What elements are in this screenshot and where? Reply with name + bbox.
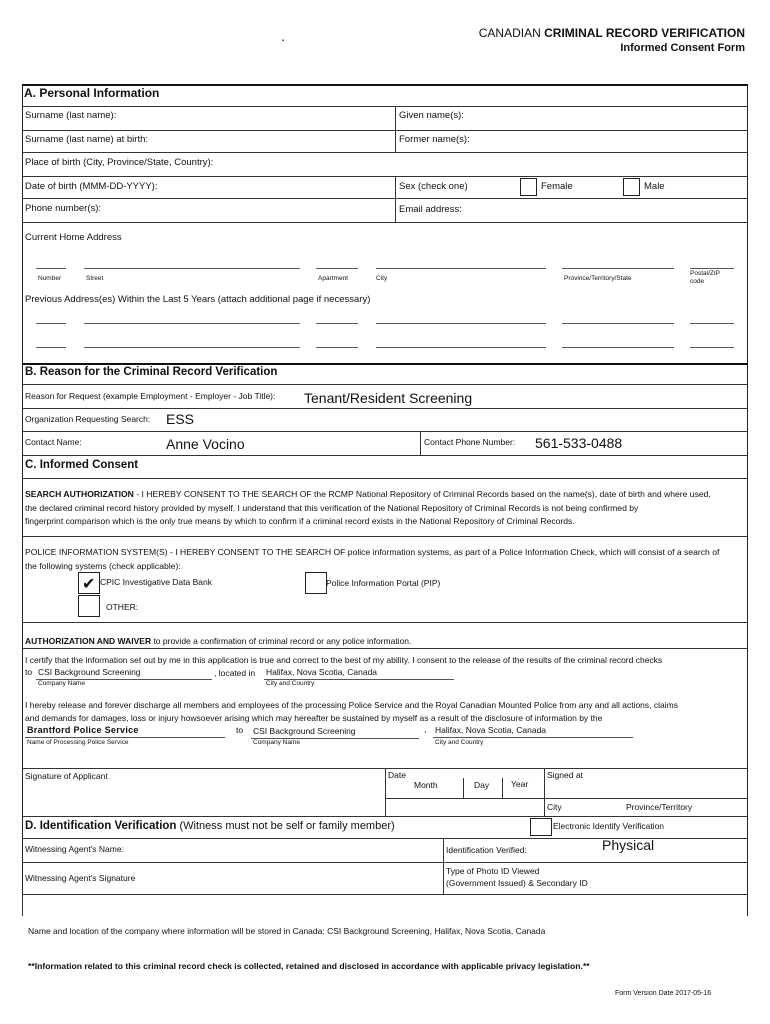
city-country-caption: City and Country	[266, 680, 315, 687]
addr-apartment-caption: Apartment	[318, 275, 348, 282]
contact-phone-label: Contact Phone Number:	[424, 437, 516, 447]
addr-apartment-line[interactable]	[316, 268, 358, 269]
female-label: Female	[541, 181, 573, 192]
male-checkbox[interactable]	[623, 178, 640, 196]
reason-value[interactable]: Tenant/Resident Screening	[304, 390, 473, 406]
organization-label: Organization Requesting Search:	[25, 414, 151, 424]
processing-police-caption: Name of Processing Police Service	[27, 739, 129, 746]
form-version: Form Version Date 2017-05-16	[615, 990, 712, 997]
frame-right	[747, 84, 748, 916]
addr-province-line[interactable]	[562, 268, 674, 269]
prev2-apartment-line[interactable]	[316, 347, 358, 348]
addr-city-caption: City	[376, 275, 388, 282]
addr-province-caption: Province/Territory/State	[564, 275, 632, 282]
prev1-city-line[interactable]	[376, 323, 546, 324]
given-name-label: Given name(s):	[399, 110, 464, 121]
prev1-province-line[interactable]	[562, 323, 674, 324]
signature-label: Signature of Applicant	[25, 771, 108, 781]
comma: ,	[424, 724, 427, 734]
company-name-caption-2: Company Name	[253, 739, 300, 746]
section-c-heading: C. Informed Consent	[25, 459, 139, 471]
email-label: Email address:	[399, 204, 462, 215]
signed-at-label: Signed at	[547, 770, 583, 780]
phone-field[interactable]	[22, 198, 394, 222]
surname-birth-label: Surname (last name) at birth:	[25, 134, 149, 145]
prev2-number-line[interactable]	[36, 347, 66, 348]
former-name-label: Former name(s):	[399, 134, 470, 145]
province-label: Province/Territory	[626, 802, 693, 812]
contact-phone-value[interactable]: 561-533-0488	[535, 435, 623, 451]
electronic-verification-label: Electronic Identify Verification	[553, 821, 665, 831]
addr-number-line[interactable]	[36, 268, 66, 269]
sex-label: Sex (check one)	[399, 181, 468, 192]
contact-name-label: Contact Name:	[25, 437, 82, 447]
pip-checkbox[interactable]	[305, 572, 327, 594]
previous-address-label: Previous Address(es) Within the Last 5 Years (attach additional page if necessary)	[25, 294, 371, 305]
pip-label: Police Information Portal (PIP)	[326, 578, 441, 588]
former-name-field[interactable]	[396, 130, 746, 152]
prev2-street-line[interactable]	[84, 347, 300, 348]
addr-postal-caption: Postal/ZIP code	[690, 270, 720, 285]
company-name-caption: Company Name	[38, 680, 85, 687]
check-icon: ✔	[82, 576, 96, 593]
surname-label: Surname (last name):	[25, 110, 117, 121]
dob-label: Date of birth (MMM-DD-YYYY):	[25, 181, 158, 192]
prev2-postal-line[interactable]	[690, 347, 734, 348]
release-text-2: and demands for damages, loss or injury howsoever arising which may hereafter be sustained by myself as a result of the disclosure of information by the	[25, 713, 603, 723]
section-b-heading: B. Reason for the Criminal Record Verification	[25, 366, 278, 378]
header-dot: .	[281, 28, 285, 44]
place-of-birth-field[interactable]	[22, 152, 746, 176]
addr-city-line[interactable]	[376, 268, 546, 269]
prev2-province-line[interactable]	[562, 347, 674, 348]
city-label: City	[547, 802, 562, 812]
female-checkbox[interactable]	[520, 178, 537, 196]
photo-id-label-1: Type of Photo ID Viewed	[446, 866, 540, 876]
reason-label: Reason for Request (example Employment - Employer - Job Title):	[25, 391, 276, 401]
company-name-value-2[interactable]: CSI Background Screening	[253, 726, 356, 736]
prev1-street-line[interactable]	[84, 323, 300, 324]
form-subtitle: Informed Consent Form	[620, 42, 745, 54]
email-field[interactable]	[396, 198, 746, 222]
organization-value[interactable]: ESS	[166, 411, 195, 427]
prev2-city-line[interactable]	[376, 347, 546, 348]
month-label: Month	[414, 780, 438, 790]
search-authorization: SEARCH AUTHORIZATION - I HEREBY CONSENT TO THE SEARCH OF the RCMP National Repository of Criminal Records based on the name(s), date of birth and where used, the declared criminal record history provided by myself. I understand that this verification of the National Repository of Criminal Records is not being confirmed by fingerprint comparison which is the only true means by which to confirm if a criminal record exists in the National Repository of Criminal Records.	[25, 489, 711, 526]
year-label: Year	[511, 779, 529, 789]
addr-street-caption: Street	[86, 275, 104, 282]
city-country-value[interactable]: Halifax, Nova Scotia, Canada	[266, 667, 378, 677]
given-name-field[interactable]	[396, 106, 746, 130]
surname-field[interactable]	[22, 106, 394, 130]
city-country-caption-2: City and Country	[435, 739, 484, 746]
to-label: to	[236, 725, 244, 735]
witness-name-field[interactable]	[22, 838, 442, 862]
authorization-waiver: AUTHORIZATION AND WAIVER to provide a confirmation of criminal record or any police information.	[25, 636, 412, 646]
dob-field[interactable]	[22, 176, 394, 198]
certify-text: I certify that the information set out by me in this application is true and correct to the best of my ability. I consent to the release of the results of the criminal record checks	[25, 655, 663, 665]
certify-to: to	[25, 667, 33, 677]
id-verified-value[interactable]: Physical	[602, 837, 655, 853]
witness-signature-label: Witnessing Agent's Signature	[25, 873, 136, 883]
release-text-1: I hereby release and forever discharge all members and employees of the processing Police Service and the Royal Canadian Mounted Police from any and all actions, claims	[25, 700, 678, 710]
section-d-heading: D. Identification Verification (Witness must not be self or family member)	[25, 820, 395, 832]
privacy-statement: **Information related to this criminal record check is collected, retained and disclosed in accordance with applicable privacy legislation.**	[28, 961, 590, 971]
cpic-checkbox[interactable]	[78, 572, 100, 594]
storage-statement: Name and location of the company where information will be stored in Canada: CSI Background Screening, Halifax, Nova Scotia, Canada	[28, 926, 546, 936]
police-service-value[interactable]: Brantford Police Service	[27, 725, 139, 735]
prev1-apartment-line[interactable]	[316, 323, 358, 324]
other-checkbox[interactable]	[78, 595, 100, 617]
phone-label: Phone number(s):	[25, 203, 102, 214]
male-label: Male	[644, 181, 665, 192]
current-address-label: Current Home Address	[25, 232, 122, 243]
company-name-value[interactable]: CSI Background Screening	[38, 667, 141, 677]
date-label: Date	[388, 770, 406, 780]
section-a-heading: A. Personal Information	[24, 86, 160, 100]
signature-field[interactable]	[22, 768, 384, 816]
addr-street-line[interactable]	[84, 268, 300, 269]
form-title: CANADIAN CRIMINAL RECORD VERIFICATION	[478, 26, 745, 40]
located-in: , located in	[214, 668, 256, 678]
prev1-number-line[interactable]	[36, 323, 66, 324]
addr-postal-line[interactable]	[690, 268, 734, 269]
prev1-postal-line[interactable]	[690, 323, 734, 324]
electronic-verification-checkbox[interactable]	[530, 818, 552, 836]
contact-name-value[interactable]: Anne Vocino	[166, 436, 245, 452]
addr-number-caption: Number	[38, 275, 62, 282]
police-information-system: POLICE INFORMATION SYSTEM(S) - I HEREBY CONSENT TO THE SEARCH OF police information systems, as part of a Police Information Check, which will consist of a search of the following systems (check applicable):	[25, 547, 720, 571]
id-verified-label: Identification Verified:	[446, 845, 527, 855]
place-of-birth-label: Place of birth (City, Province/State, Country):	[25, 157, 214, 168]
witness-name-label: Witnessing Agent's Name:	[25, 844, 124, 854]
day-label: Day	[474, 780, 490, 790]
photo-id-label-2: (Government Issued) & Secondary ID	[446, 878, 588, 888]
witness-signature-field[interactable]	[22, 862, 442, 894]
other-label: OTHER:	[106, 602, 139, 612]
surname-birth-field[interactable]	[22, 130, 394, 152]
cpic-label: CPIC Investigative Data Bank	[100, 577, 212, 587]
city-country-value-2[interactable]: Halifax, Nova Scotia, Canada	[435, 725, 547, 735]
